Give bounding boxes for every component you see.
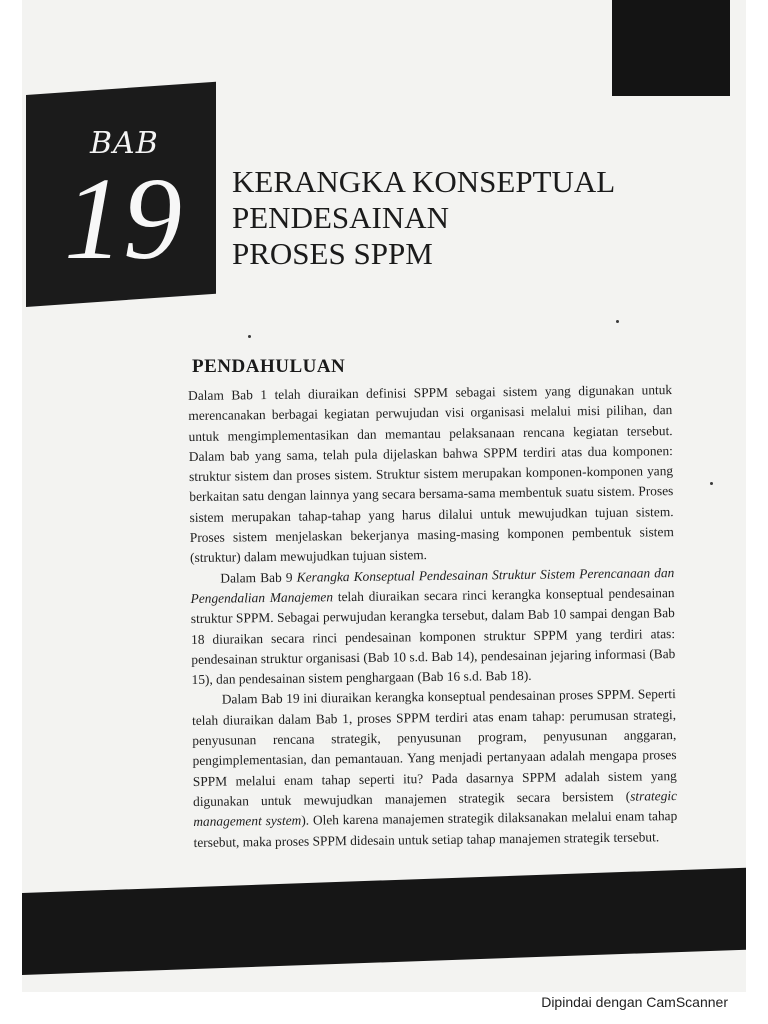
scan-speck bbox=[248, 335, 251, 338]
scan-speck bbox=[710, 482, 713, 485]
chapter-number: 19 bbox=[64, 153, 182, 284]
bottom-band bbox=[22, 868, 746, 975]
italic-term: strategic management system bbox=[193, 787, 678, 830]
scanned-page bbox=[22, 0, 746, 992]
scan-speck bbox=[616, 320, 619, 323]
chapter-title-line: PROSES SPPM bbox=[232, 236, 433, 271]
chapter-label: BAB bbox=[90, 126, 159, 161]
chapter-title-line: KERANGKA KONSEPTUAL bbox=[232, 164, 616, 199]
paragraph: Dalam Bab 1 telah diuraikan definisi SPPM sebagai sistem yang digunakan untuk merencanakan berbagai kegiatan perwujudan visi organisasi melalui misi pilihan, dan untuk mengimplementasikan dan memantau pelaksanaan rencana kegiatan tersebut. Dalam bab yang sama, telah pula dijelaskan bahwa SPPM terdiri atas dua komponen: struktur sistem dan proses sistem. Struktur sistem merupakan komponen-komponen yang berkaitan satu dengan lainnya yang secara bersama-sama membentuk suatu sistem. Proses sistem merupakan tahap-tahap yang harus dilalui untuk mewujudkan tujuan sistem. Proses sistem menjelaskan bekerjanya masing-masing komponen pembentuk sistem (struktur) dalam mewujudkan tujuan sistem. bbox=[188, 382, 674, 566]
body-text bbox=[188, 380, 678, 853]
scanner-watermark: Dipindai dengan CamScanner bbox=[541, 994, 728, 1010]
corner-tab bbox=[612, 0, 730, 96]
paragraph: Dalam Bab 19 ini diuraikan kerangka konseptual pendesainan proses SPPM. Seperti telah diuraikan dalam Bab 1, proses SPPM terdiri atas enam tahap: perumusan strategi, penyusunan rencana strategik, penyusunan program, penyusunan anggaran, pengimplementasian, dan pemantauan. Yang menjadi pertanyaan adalah mengapa proses SPPM melalui enam tahap seperti itu? Pada dasarnya SPPM adalah sistem yang digunakan untuk mewujudkan manajemen strategik secara bersistem (strategic management system). Oleh karena manajemen strategik dilaksanakan melalui enam tahap tersebut, maka proses SPPM didesain untuk setiap tahap manajemen strategik tersebut. bbox=[191, 686, 678, 850]
italic-title: Kerangka Konseptual Pendesainan Struktur Sistem Perencanaan dan Pengendalian Manajemen bbox=[190, 564, 675, 606]
paragraph: Dalam Bab 9 Kerangka Konseptual Pendesainan Struktur Sistem Perencanaan dan Pengendalian Manajemen telah diuraikan secara rinci kerangka konseptual pendesainan struktur SPPM. Sebagai perwujudan kerangka tersebut, dalam Bab 10 sampai dengan Bab 18 diuraikan secara rinci pendesainan komponen struktur SPPM yang terdiri atas: pendesainan struktur organisasi (Bab 10 s.d. Bab 14), pendesainan jejaring informasi (Bab 15), dan pendesainan sistem penghargaan (Bab 16 s.d. Bab 18). bbox=[190, 564, 676, 688]
chapter-title-line: PENDESAINAN bbox=[232, 200, 449, 235]
section-heading: PENDAHULUAN bbox=[192, 356, 346, 377]
chapter-title bbox=[232, 164, 615, 272]
